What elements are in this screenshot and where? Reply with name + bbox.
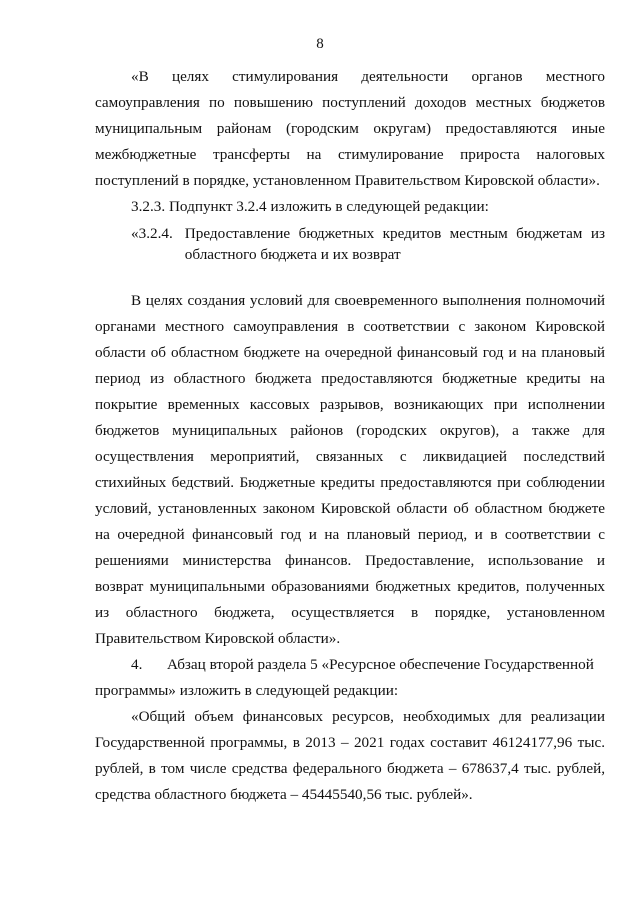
section-title-3-2-4 (95, 223, 605, 265)
paragraph-stimulation: «В целях стимулирования деятельности органов местного самоуправления по повышению поступлений доходов местных бюджетов муниципальным районам (городским округам) предоставляются иные межбюджетные трансферты на стимулирование прироста налоговых поступлений в порядке, установленном Правительством Кировской области». (95, 68, 605, 189)
item-4-number: 4. (131, 656, 143, 673)
document-body (95, 64, 605, 808)
item-4 (95, 652, 605, 678)
paragraph-financial-resources: «Общий объем финансовых ресурсов, необходимых для реализации Государственной программы, в 2013 – 2021 годах составит 46124177,96 тыс. рублей, в том числе средства федерального бюджета – 678637,4 тыс. рублей, средства областного бюджета – 45445540,56 тыс. рублей». (95, 708, 605, 803)
item-4-continuation: программы» изложить в следующей редакции: (95, 682, 399, 699)
paragraph-subpoint-3-2-3: 3.2.3. Подпункт 3.2.4 изложить в следующей редакции: (131, 198, 489, 215)
section-number: «3.2.4. (131, 225, 173, 242)
section-heading: Предоставление бюджетных кредитов местным бюджетам из областного бюджета и их возврат (184, 225, 605, 263)
paragraph-budget-credits: В целях создания условий для своевременного выполнения полномочий органами местного самоуправления в соответствии с законом Кировской области об областном бюджете на очередной финансовый год и на плановый период из областного бюджета предоставляются бюджетные кредиты на покрытие временных кассовых разрывов, возникающих при исполнении бюджетов муниципальных районов (городских округов), а также для осуществления мероприятий, связанных с ликвидацией последствий стихийных бедствий. Бюджетные кредиты предоставляются при соблюдении условий, установленных законом Кировской области об областном бюджете на очередной финансовый год и на плановый период, и в соответствии с решениями министерства финансов. Предоставление, использование и возврат муниципальными образованиями бюджетных кредитов, полученных из областного бюджета, осуществляется в порядке, установленном Правительством Кировской области». (95, 292, 605, 647)
page-number: 8 (316, 36, 324, 52)
item-4-text: Абзац второй раздела 5 «Ресурсное обеспечение Государственной (167, 656, 594, 673)
